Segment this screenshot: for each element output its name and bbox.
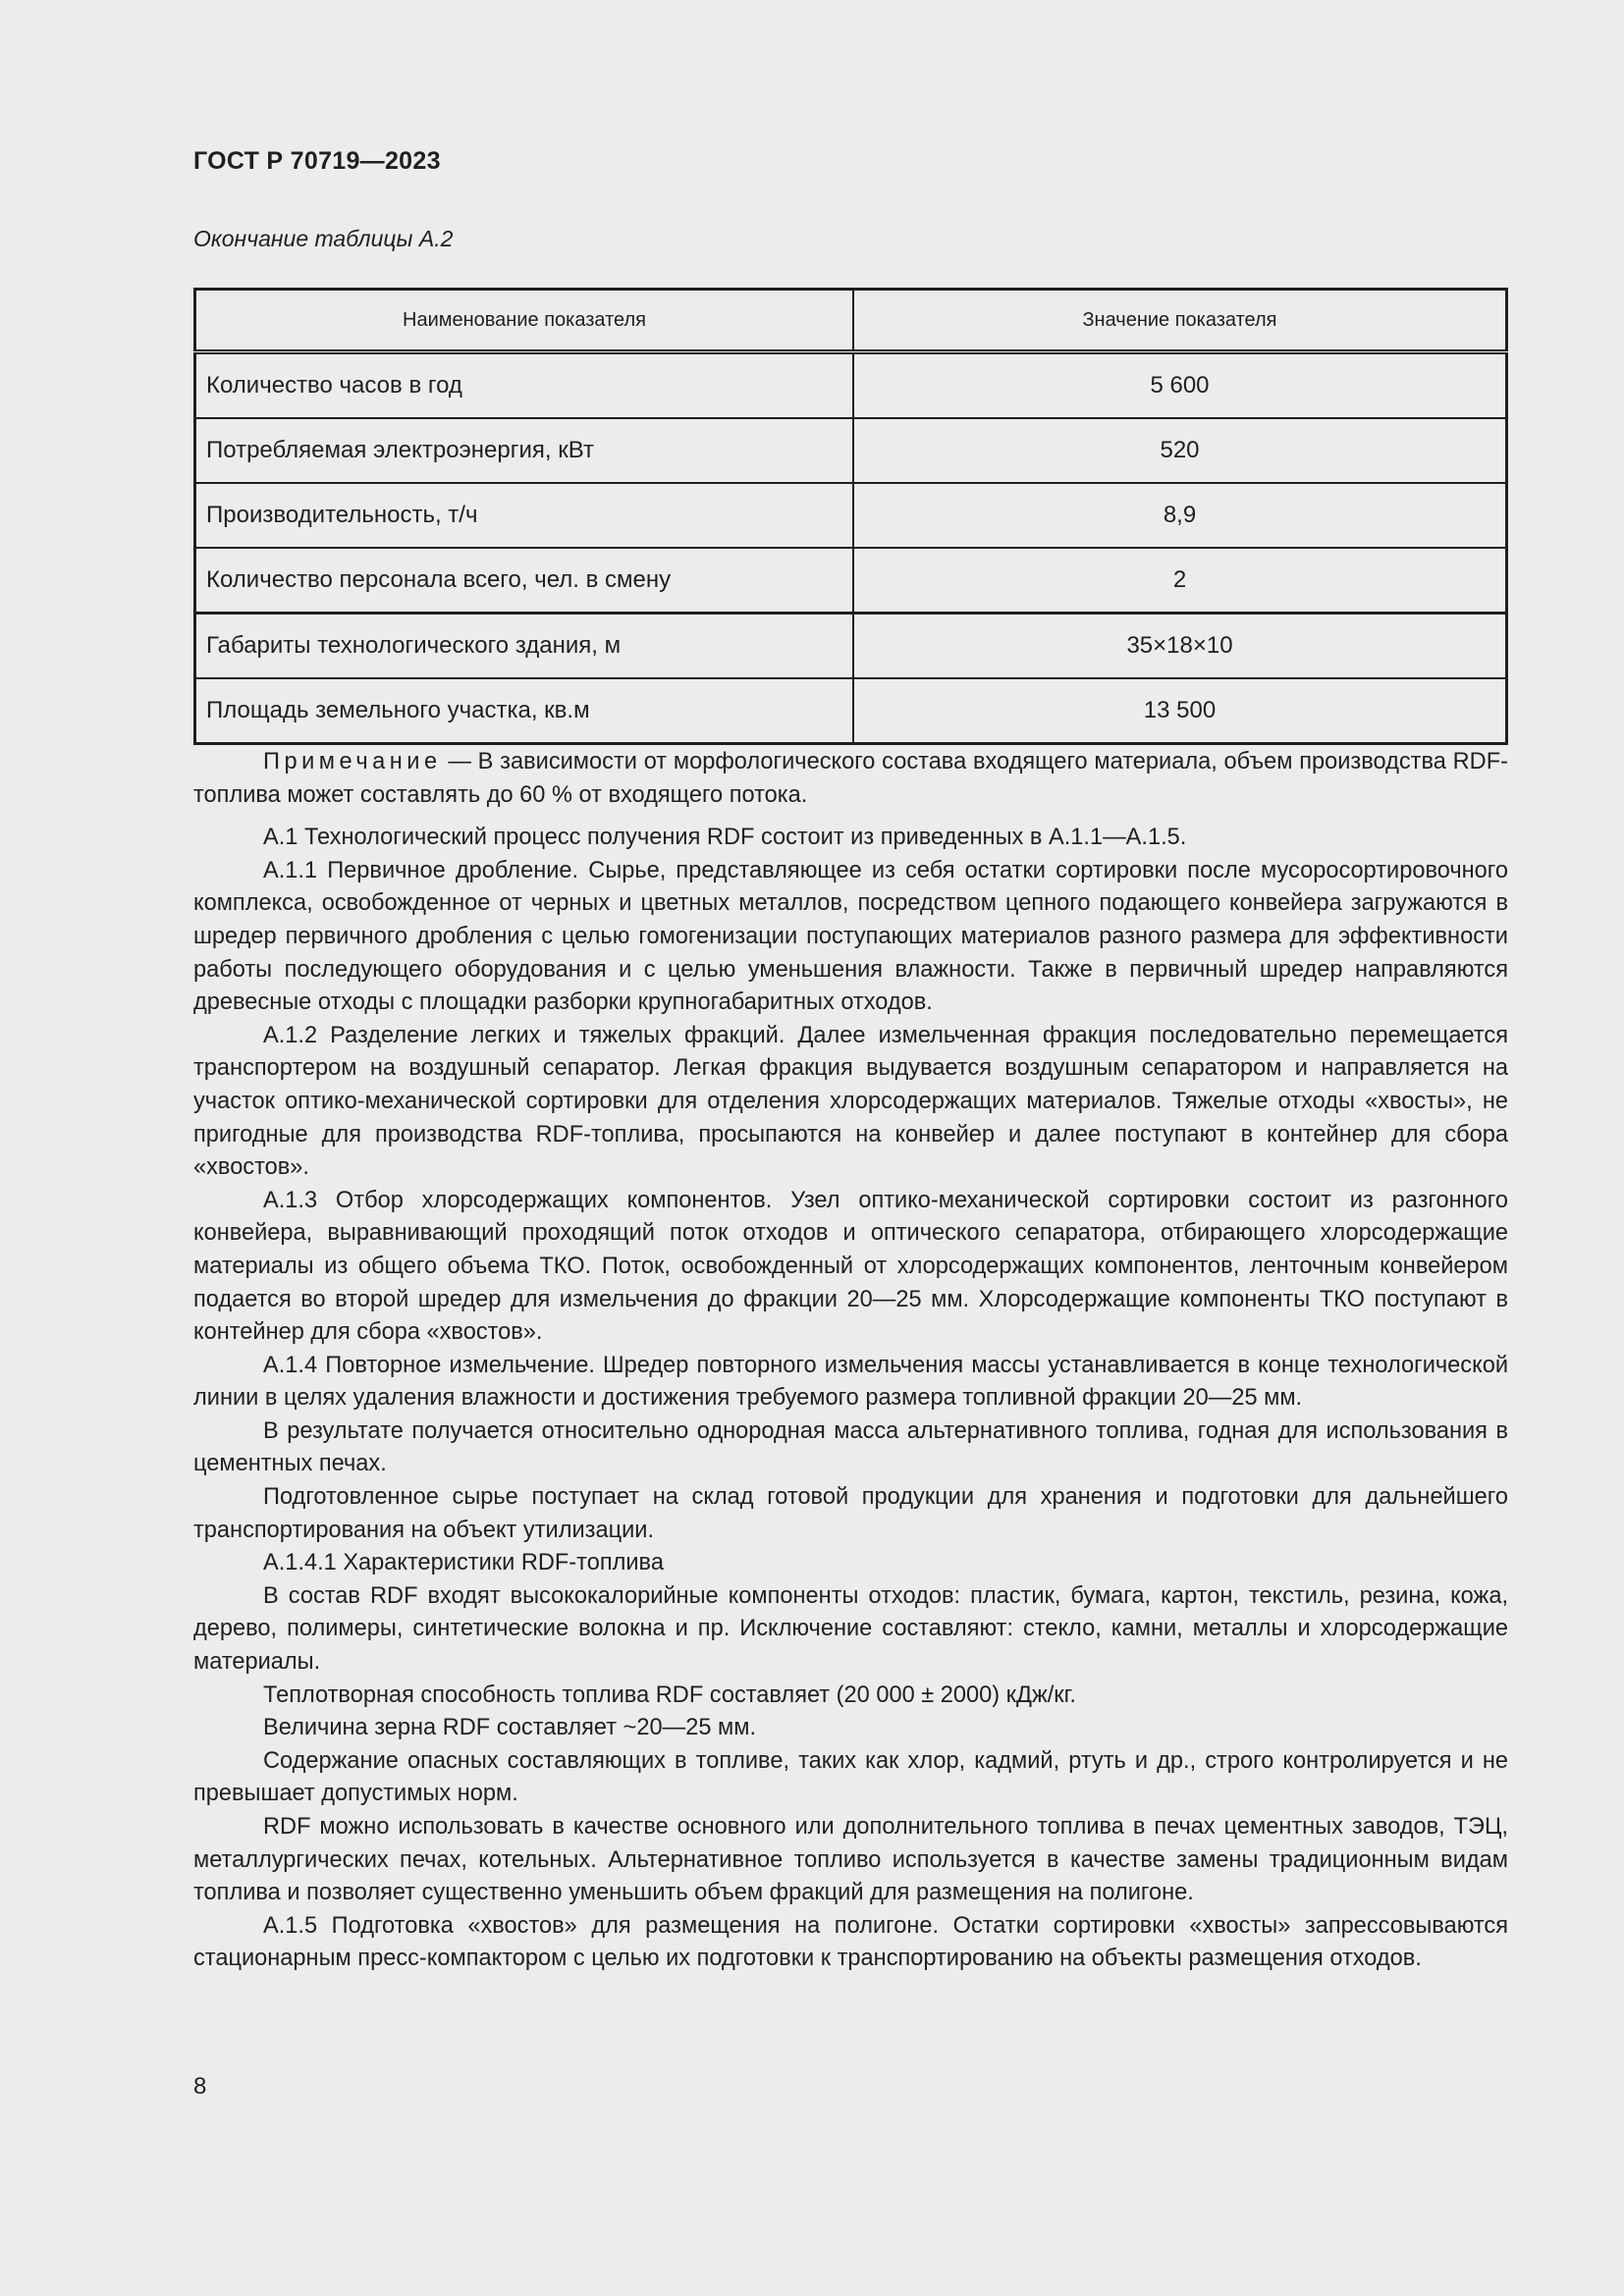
note-text: — В зависимости от морфологического состава входящего материала, объем производства RDF-топлива может составлять до 60 % от входящего потока.	[193, 749, 1508, 808]
table-row	[195, 548, 1507, 614]
table-caption: Окончание таблицы А.2	[193, 226, 454, 251]
indicator-name-cell: Количество персонала всего, чел. в смену	[195, 548, 854, 614]
indicator-value-cell: 8,9	[853, 483, 1507, 548]
paragraph: В результате получается относительно однородная масса альтернативного топлива, годная для использования в цементных печах.	[193, 1417, 1508, 1477]
indicator-value-cell: 520	[853, 418, 1507, 483]
indicator-value-cell: 35×18×10	[853, 614, 1507, 679]
table-header-row	[195, 290, 1507, 352]
indicator-value-cell: 5 600	[853, 352, 1507, 419]
column-header-indicator-name: Наименование показателя	[195, 290, 854, 352]
paragraph: А.1.1 Первичное дробление. Сырье, представляющее из себя остатки сортировки после мусоросортировочного комплекса, освобожденное от черных и цветных металлов, посредством цепного подающего конвейера загружаются в шредер первичного дробления с целью гомогенизации поступающих материалов разного размера для эффективности работы последующего оборудования и с целью уменьшения влажности. Также в первичный шредер направляются древесные отходы с площадки разборки крупногабаритных отходов.	[193, 857, 1508, 1016]
paragraph: Подготовленное сырье поступает на склад готовой продукции для хранения и подготовки для дальнейшего транспортирования на объект утилизации.	[193, 1484, 1508, 1543]
paragraph: А.1.4 Повторное измельчение. Шредер повторного измельчения массы устанавливается в конце технологической линии в целях удаления влажности и достижения требуемого размера топливной фракции 20—25 мм.	[193, 1352, 1508, 1412]
paragraph: А.1 Технологический процесс получения RDF состоит из приведенных в А.1.1—А.1.5.	[263, 825, 1187, 851]
page-number: 8	[193, 2073, 207, 2100]
paragraph: А.1.4.1 Характеристики RDF-топлива	[263, 1550, 664, 1576]
table-note	[193, 746, 1508, 812]
paragraph: Величина зерна RDF составляет ~20—25 мм.	[263, 1715, 757, 1741]
paragraph: Содержание опасных составляющих в топливе, таких как хлор, кадмий, ртуть и др., строго контролируется и не превышает допустимых норм.	[193, 1747, 1508, 1807]
indicator-name-cell: Габариты технологического здания, м	[195, 614, 854, 679]
paragraph: В состав RDF входят высококалорийные компоненты отходов: пластик, бумага, картон, текстиль, резина, кожа, дерево, полимеры, синтетические волокна и пр. Исключение составляют: стекло, камни, металлы и хлорсодержащие материалы.	[193, 1582, 1508, 1676]
table-row	[195, 483, 1507, 548]
indicator-value-cell: 2	[853, 548, 1507, 614]
column-header-indicator-value: Значение показателя	[853, 290, 1507, 352]
table-row	[195, 678, 1507, 744]
paragraph: RDF можно использовать в качестве основного или дополнительного топлива в печах цементных заводов, ТЭЦ, металлургических печах, котельных. Альтернативное топливо используется в качестве замены традиционным видам топлива и позволяет существенно уменьшить объем фракций для размещения на полигоне.	[193, 1814, 1508, 1906]
indicator-name-cell: Потребляемая электроэнергия, кВт	[195, 418, 854, 483]
document-code: ГОСТ Р 70719—2023	[193, 147, 441, 175]
table-row	[195, 352, 1507, 419]
indicator-value-cell: 13 500	[853, 678, 1507, 744]
body-text	[193, 746, 1508, 1976]
paragraph: Теплотворная способность топлива RDF составляет (20 000 ± 2000) кДж/кг.	[263, 1682, 1076, 1708]
indicator-name-cell: Площадь земельного участка, кв.м	[195, 678, 854, 744]
paragraph: А.1.3 Отбор хлорсодержащих компонентов. Узел оптико-механической сортировки состоит из разгонного конвейера, выравнивающий проходящий поток отходов и оптического сепаратора, отбирающего хлорсодержащие материалы из общего объема ТКО. Поток, освобожденный от хлорсодержащих компонентов, ленточным конвейером подается во второй шредер для измельчения до фракции 20—25 мм. Хлорсодержащие компоненты ТКО поступают в контейнер для сбора «хвостов».	[193, 1187, 1508, 1346]
paragraph: А.1.5 Подготовка «хвостов» для размещения на полигоне. Остатки сортировки «хвосты» запрессовываются стационарным пресс-компактором с целью их подготовки к транспортированию на объекты размещения отходов.	[193, 1912, 1508, 1972]
indicator-name-cell: Количество часов в год	[195, 352, 854, 419]
note-label: Примечание	[263, 749, 442, 774]
paragraph: А.1.2 Разделение легких и тяжелых фракций. Далее измельченная фракция последовательно перемещается транспортером на воздушный сепаратор. Легкая фракция выдувается воздушным сепаратором и направляется на участок оптико-механической сортировки для отделения хлорсодержащих материалов. Тяжелые отходы «хвосты», не пригодные для производства RDF-топлива, просыпаются на конвейер и далее поступают в контейнер для сбора «хвостов».	[193, 1022, 1508, 1181]
indicator-table	[193, 288, 1508, 745]
table-row	[195, 418, 1507, 483]
table-row	[195, 614, 1507, 679]
indicator-name-cell: Производительность, т/ч	[195, 483, 854, 548]
